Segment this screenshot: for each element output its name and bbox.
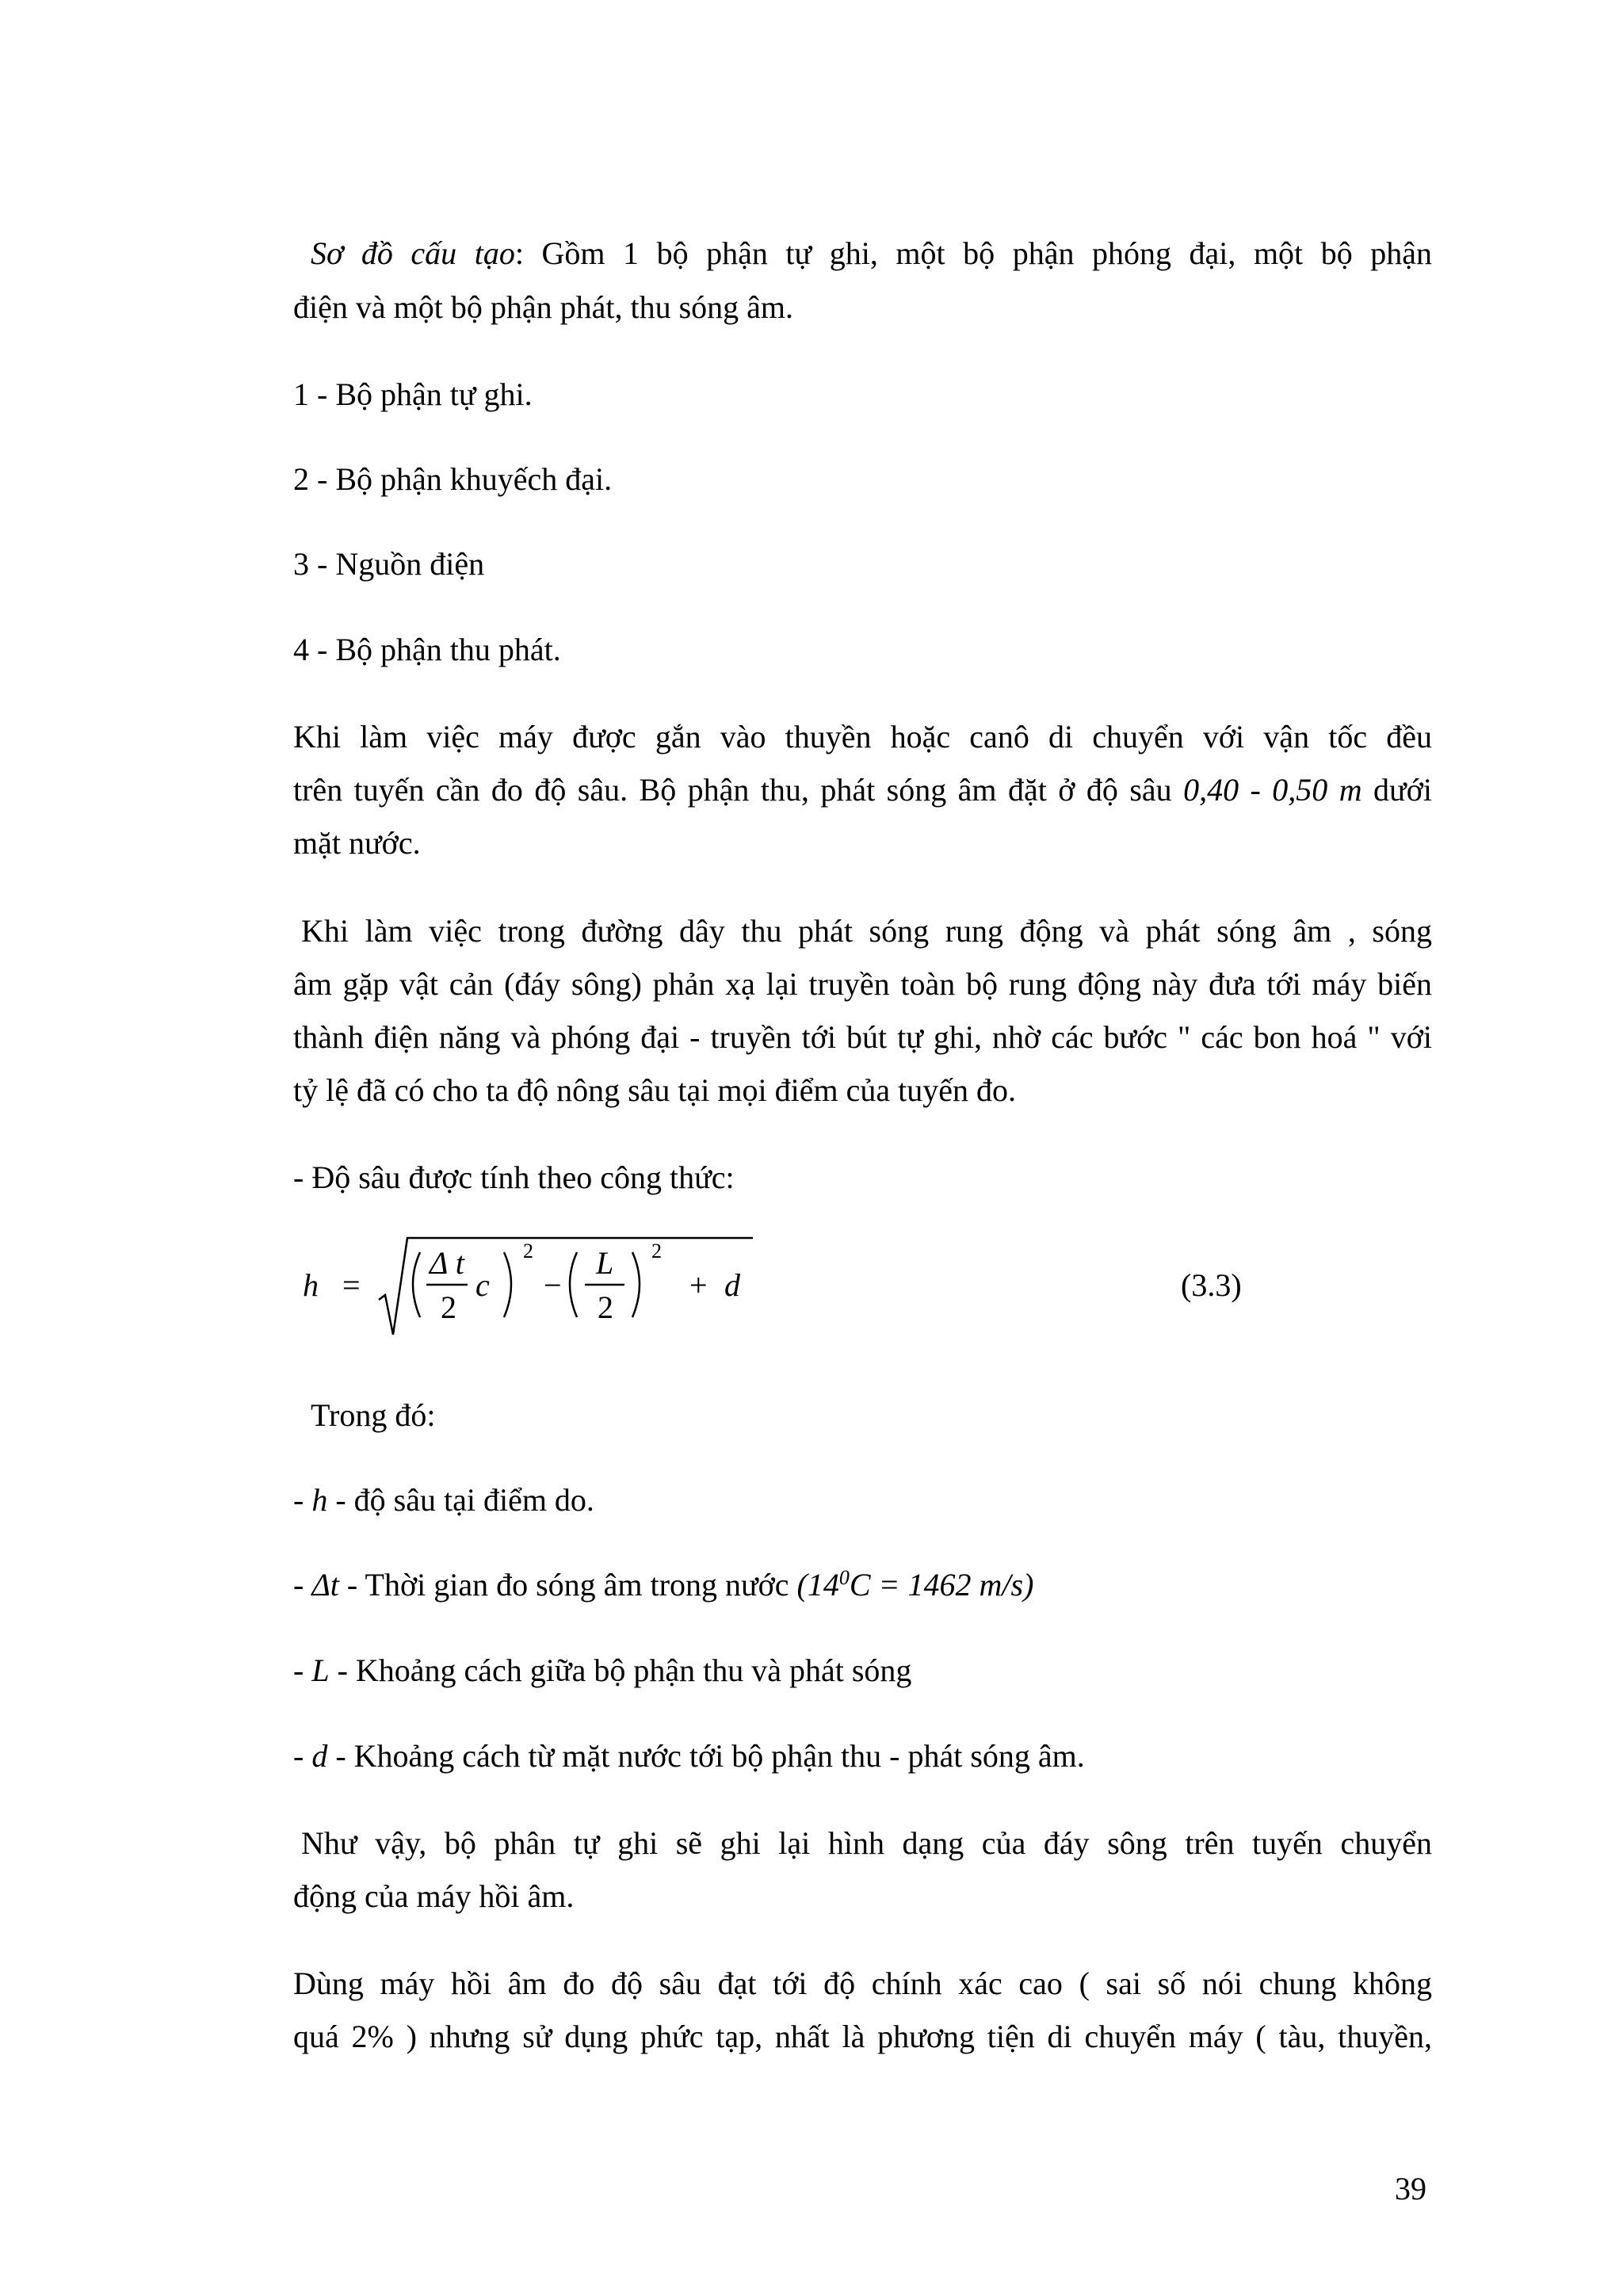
p2-line2 [293,774,1432,806]
def-L [293,1652,912,1688]
def-note-sup: 0 [838,1566,850,1589]
formula-h: h [303,1267,319,1303]
list-item-3: 3 - Nguồn điện [293,546,485,582]
p1-line1-text: : Gồm 1 bộ phận tự ghi, một bộ phận phóng đại, một bộ phận [514,235,1432,271]
formula-c: c [475,1267,490,1303]
p1-line2: điện và một bộ phận phát, thu sóng âm. [293,289,794,325]
def-delta-t [293,1566,1034,1603]
def-symbol: h [311,1482,328,1518]
formula-L: L [596,1245,614,1281]
p4-line2: động của máy hồi âm. [293,1878,575,1914]
p3-line2: âm gặp vật cản (đáy sông) phản xạ lại truyền toàn bộ rung động này đưa tới máy biến [293,966,1432,1002]
def-dash: - [293,1482,312,1518]
p2-line1: Khi làm việc máy được gắn vào thuyền hoặc canô di chuyển với vận tốc đều [293,719,1432,755]
formula-denominator-1: 2 [441,1289,456,1325]
p1-line1 [311,235,1432,271]
p2-line2-a: trên tuyến cần đo độ sâu. Bộ phận thu, phát sóng âm đặt ở độ sâu [293,772,1184,808]
formula-exponent-1: 2 [523,1240,533,1263]
p2-depth-range: 0,40 - 0,50 m [1183,772,1362,808]
where-label: Trong đó: [311,1397,436,1433]
p3-line1: Khi làm việc trong đường dây thu phát sóng rung động và phát sóng âm , sóng [301,913,1432,949]
def-note-a: (14 [796,1567,839,1603]
formula-denominator-2: 2 [598,1289,613,1325]
def-h [293,1484,594,1516]
p4-line1: Như vậy, bộ phân tự ghi sẽ ghi lại hình dạng của đáy sông trên tuyến chuyển [301,1825,1432,1861]
depth-formula [301,1236,777,1347]
p2-line3: mặt nước. [293,825,421,861]
p3-line4: tỷ lệ đã có cho ta độ nông sâu tại mọi điểm của tuyến đo. [293,1072,1016,1108]
def-dash: - [293,1567,312,1603]
formula-exponent-2: 2 [651,1240,662,1263]
def-note-b: C = 1462 m/s) [849,1567,1034,1603]
formula-plus: + [689,1267,708,1303]
p2-line2-c: dưới [1361,772,1432,808]
def-symbol: d [311,1738,328,1774]
p5-line2: quá 2% ) nhưng sử dụng phức tạp, nhất là phương tiện di chuyển máy ( tàu, thuyền, [293,2019,1432,2054]
formula-delta-t: Δ t [430,1245,464,1281]
formula-minus: − [544,1267,562,1303]
p5-line1: Dùng máy hồi âm đo độ sâu đạt tới độ chính xác cao ( sai số nói chung không [293,1966,1432,2001]
list-item-4: 4 - Bộ phận thu phát. [293,632,561,667]
def-text: - Thời gian đo sóng âm trong nước [338,1567,797,1603]
page-number: 39 [1395,2171,1426,2206]
def-symbol: Δt [311,1567,339,1603]
def-text: - độ sâu tại điểm do. [327,1482,594,1518]
p1-label: Sơ đồ cấu tạo [311,235,515,271]
formula-intro: - Độ sâu được tính theo công thức: [293,1159,735,1195]
list-item-2: 2 - Bộ phận khuyếch đại. [293,461,613,497]
def-dash: - [293,1652,312,1688]
p3-line3: thành điện năng và phóng đại - truyền tới bút tự ghi, nhờ các bước " các bon hoá " với [293,1019,1432,1055]
def-symbol: L [311,1652,330,1688]
list-item-1: 1 - Bộ phận tự ghi. [293,376,533,412]
def-dash: - [293,1738,312,1774]
def-text: - Khoảng cách giữa bộ phận thu và phát sóng [329,1652,912,1688]
def-note [797,1567,1034,1603]
formula-d: d [724,1267,740,1303]
def-d [293,1740,1085,1772]
def-text: - Khoảng cách từ mặt nước tới bộ phận thu - phát sóng âm. [327,1738,1085,1774]
formula-number: (3.3) [1181,1267,1242,1303]
formula-equals: = [342,1267,361,1303]
